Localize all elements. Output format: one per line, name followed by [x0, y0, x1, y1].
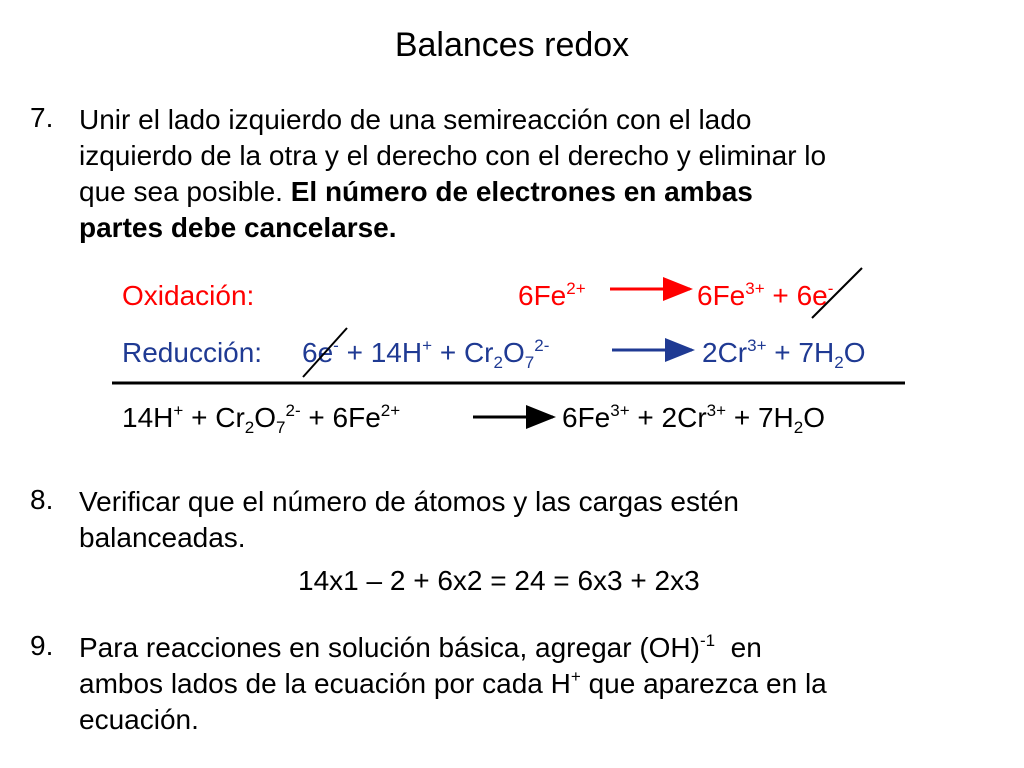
ox-fe-coef: 6Fe	[518, 280, 567, 311]
all-water-o: O	[803, 402, 826, 433]
all-cr: + Cr	[183, 402, 245, 433]
red-cr: + Cr	[432, 337, 494, 368]
red-water-sub: 2	[834, 353, 844, 372]
all-h: 14H	[122, 402, 174, 433]
oxidation-label: Oxidación:	[122, 280, 255, 311]
step-7-line-1: Unir el lado izquierdo de una semireacción con el lado	[79, 104, 752, 135]
all-cr-sub: 2	[244, 418, 255, 437]
all-fe2: + 6Fe	[300, 402, 381, 433]
red-o-sub: 7	[524, 353, 535, 372]
ox-fe3-coef: 6Fe	[697, 280, 746, 311]
step-9-line-1-sup: -1	[699, 631, 716, 650]
charge-check: 14x1 – 2 + 6x2 = 24 = 6x3 + 2x3	[298, 565, 700, 596]
step-9-line-3: ecuación.	[79, 704, 199, 735]
all-water-h: + 7H	[726, 402, 794, 433]
red-water-o: O	[843, 337, 866, 368]
step-9-line-1-b: en	[715, 632, 762, 663]
all-cr3-charge: 3+	[706, 401, 727, 420]
red-cr3-charge: 3+	[747, 336, 767, 355]
red-water-h: + 7H	[766, 337, 835, 368]
step-9-number: 9.	[30, 630, 54, 661]
ox-plus: +	[764, 280, 797, 311]
red-h: + 14H	[338, 337, 423, 368]
step-8-line-1: Verificar que el número de átomos y las cargas estén	[79, 486, 739, 517]
red-electrons: 6e	[302, 337, 334, 368]
ox-electrons-charge: -	[827, 279, 834, 298]
all-o-sub: 7	[276, 418, 286, 437]
reduction-electron-strike	[303, 328, 347, 377]
step-8-number: 8.	[30, 484, 54, 515]
all-o: O	[254, 402, 277, 433]
step-8-line-2: balanceadas.	[79, 522, 246, 553]
all-fe3-charge: 3+	[610, 401, 630, 420]
step-9-line-2-b: que aparezca en la	[580, 668, 827, 699]
step-7-line-2: izquierdo de la otra y el derecho con el derecho y eliminar lo	[79, 140, 827, 171]
reduction-label: Reducción:	[122, 337, 263, 368]
all-h-charge: +	[173, 401, 184, 420]
step-9-line-2	[79, 666, 827, 702]
step-9-line-1-a: Para reacciones en solución básica, agregar (OH)	[79, 632, 700, 663]
step-9-text	[79, 630, 827, 738]
page-title: Balances redox	[394, 26, 630, 64]
all-water-sub: 2	[793, 418, 804, 437]
all-cr2o7-charge: 2-	[285, 401, 301, 420]
step-7-line-3-bold: El número de electrones en ambas	[290, 176, 753, 207]
ox-fe3-charge: 3+	[745, 279, 765, 298]
red-electrons-charge: -	[333, 336, 339, 355]
all-fe2-charge: 2+	[380, 401, 401, 420]
all-fe3: 6Fe	[562, 402, 611, 433]
oxidation-electron-strike	[812, 268, 862, 318]
red-o: O	[502, 337, 525, 368]
step-9-line-2-sup: +	[570, 667, 581, 686]
red-h-charge: +	[422, 336, 433, 355]
all-cr3: + 2Cr	[629, 402, 707, 433]
step-7-line-4-bold: partes debe cancelarse.	[79, 212, 397, 243]
red-cr-sub: 2	[493, 353, 503, 372]
step-9-line-2-a: ambos lados de la ecuación por cada H	[79, 668, 571, 699]
step-8-text	[79, 484, 739, 556]
step-9-line-1	[79, 630, 827, 666]
red-cr2o7-charge: 2-	[534, 336, 550, 355]
red-cr3: 2Cr	[702, 337, 748, 368]
step-7-line-3-plain: que sea posible.	[79, 176, 291, 207]
ox-fe-charge: 2+	[566, 279, 586, 298]
step-7-number: 7.	[30, 102, 54, 133]
ox-electrons: 6e	[796, 280, 828, 311]
